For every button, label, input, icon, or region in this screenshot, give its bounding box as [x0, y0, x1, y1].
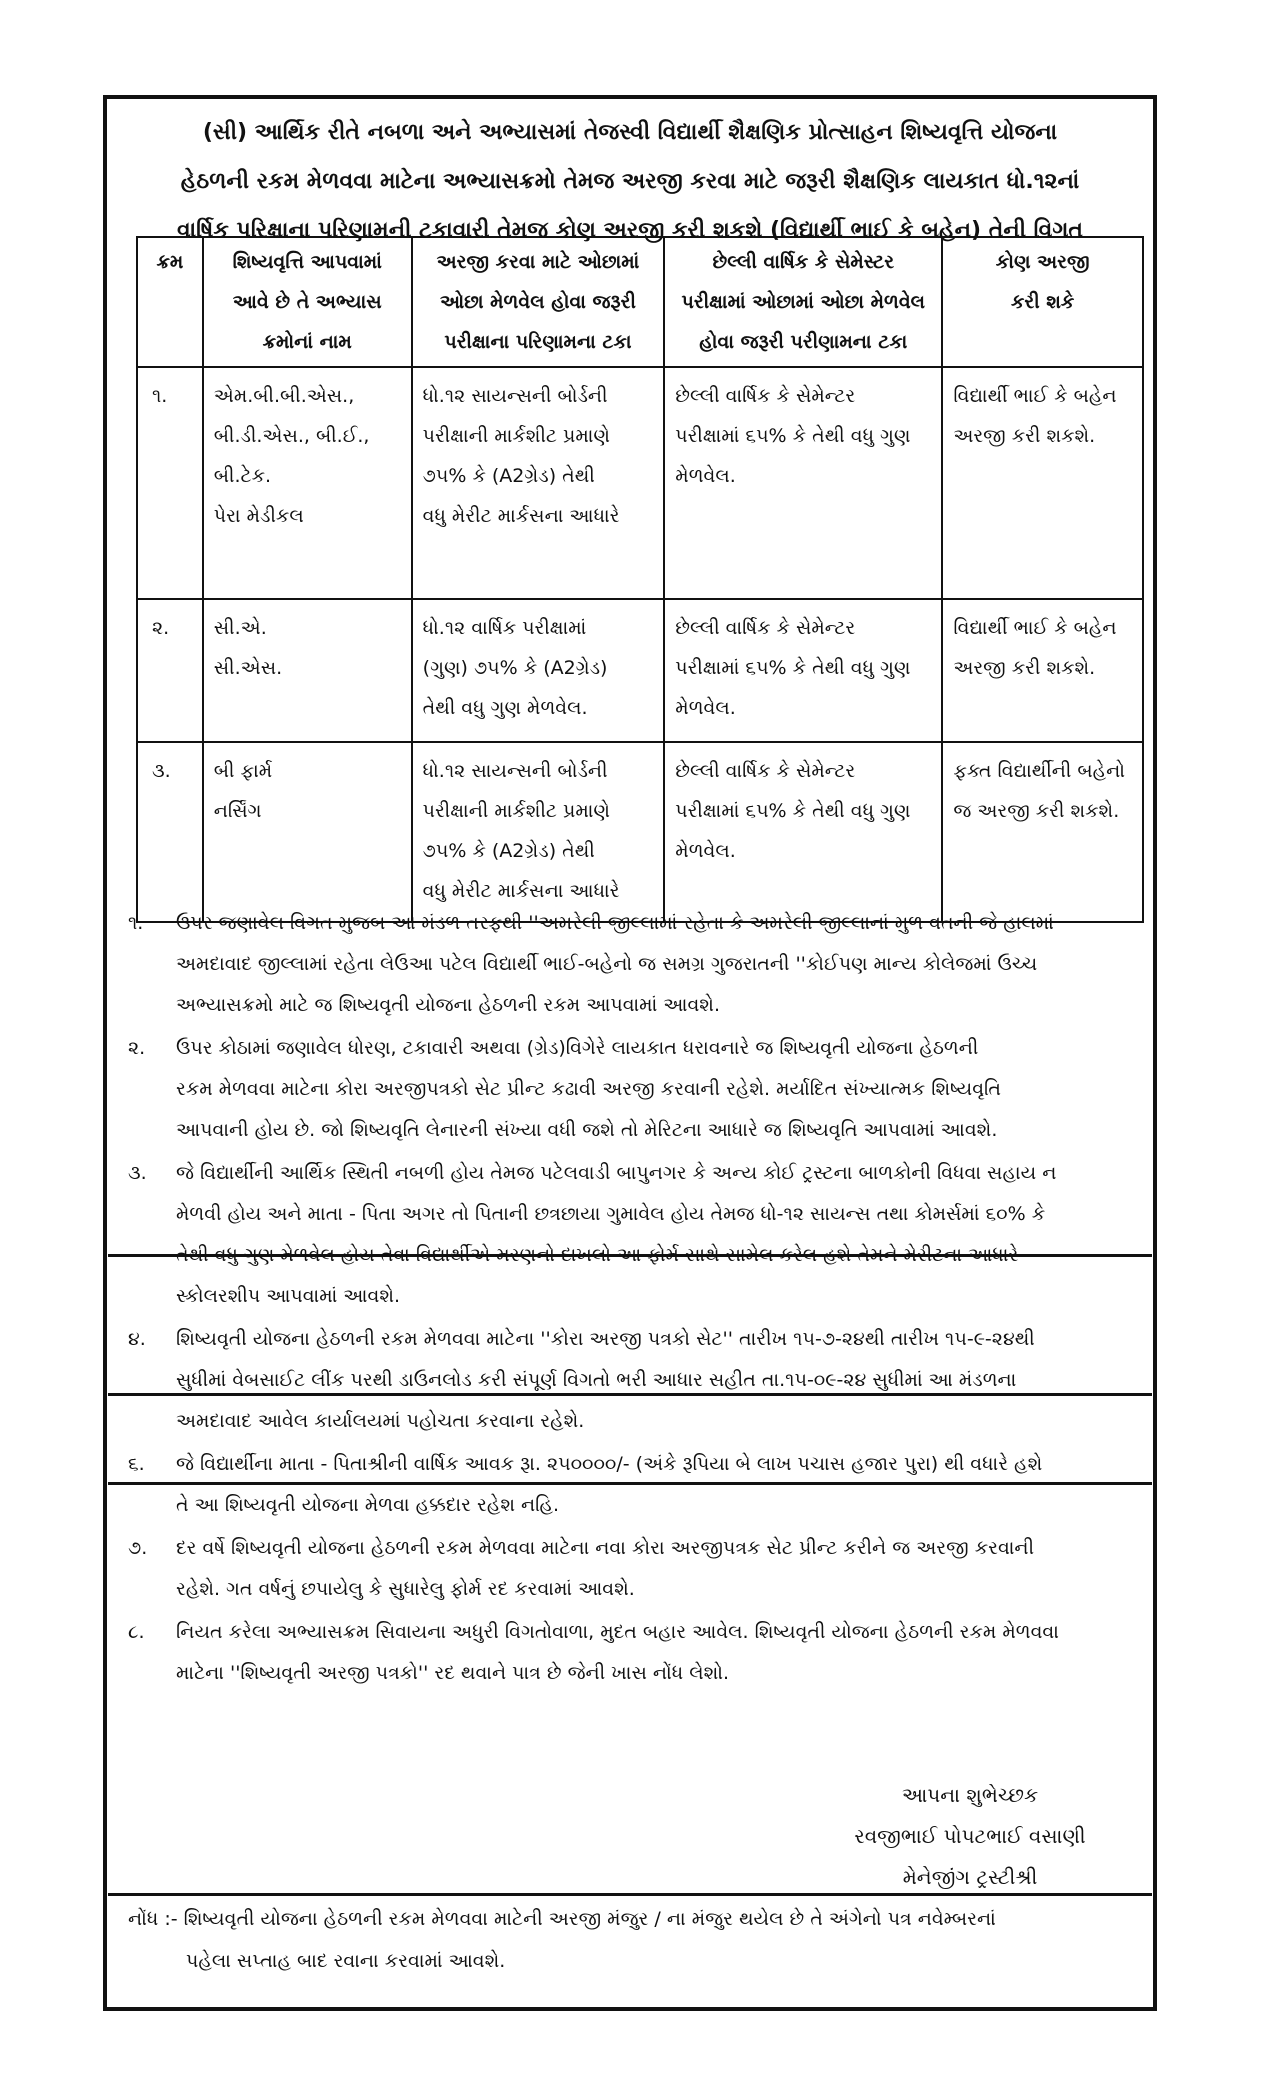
list-item: ૮. નિયત કરેલા અભ્યાસક્રમ સિવાયના અધુરી વિગતોવાળા, મુદત બહાર આવેલ. શિષ્યવૃતી યોજના હેઠળની રકમ મેળવવા માટેના ''શિષ્યવૃતી અરજી પત્રકો'' રદ થવાને પાત્ર છે જેની ખાસ નોંધ લેશો.: [128, 1612, 1138, 1694]
note-number: ૩.: [128, 1162, 147, 1184]
row-who: વિદ્યાર્થી ભાઈ કે બહેન અરજી કરી શકશે.: [942, 599, 1143, 742]
notes-list: [128, 903, 1138, 1696]
footer-line: પહેલા સપ્તાહ બાદ રવાના કરવામાં આવશે.: [186, 1950, 506, 1972]
header-last-exam: છેલ્લી વાર્ષિક કે સેમેસ્ટર પરીક્ષામાં ઓછામાં ઓછા મેળવેલ હોવા જરૂરી પરીણામના ટકા: [664, 237, 942, 367]
header-min-percent: અરજી કરવા માટે ઓછામાં ઓછા મેળવેલ હોવા જરૂરી પરીક્ષાના પરિણામના ટકા: [412, 237, 665, 367]
list-item: ૬. જે વિદ્યાર્થીના માતા - પિતાશ્રીની વાર્ષિક આવક રૂા. ૨૫૦૦૦૦/- (અંકે રૂપિયા બે લાખ પચાસ હજાર પુરા) થી વધારે હશે તે આ શિષ્યવૃતી યોજના મેળવા હક્કદાર રહેશ નહિ.: [128, 1444, 1138, 1526]
header-who-can-apply: કોણ અરજી કરી શકે: [942, 237, 1143, 367]
footer-line: નોંધ :- શિષ્યવૃતી યોજના હેઠળની રકમ મેળવવા માટેની અરજી મંજુર / ના મંજુર થયેલ છે તે અંગેનો પત્ર નવેમ્બરનાં: [128, 1908, 996, 1930]
table-row: [137, 742, 1143, 922]
row-last-exam: છેલ્લી વાર્ષિક કે સેમેન્ટર પરીક્ષામાં ૬૫% કે તેથી વધુ ગુણ મેળવેલ.: [664, 599, 942, 742]
list-item: ૨. ઉપર કોઠામાં જણાવેલ ધોરણ, ટકાવારી અથવા (ગ્રેડ)વિગેરે લાયકાત ધરાવનારે જ શિષ્યવૃતી યોજના હેઠળની રકમ મેળવવા માટેના કોરા અરજીપત્રકો સેટ પ્રીન્ટ કઢાવી અરજી કરવાની રહેશે. મર્યાદિત સંખ્યાત્મક શિષ્યવૃતિ આપવાની હોય છે. જો શિષ્યવૃતિ લેનારની સંખ્યા વધી જશે તો મેરિટના આધારે જ શિષ્યવૃતિ આપવામાં આવશે.: [128, 1028, 1138, 1151]
header-courses: શિષ્યવૃત્તિ આપવામાં આવે છે તે અભ્યાસ ક્રમોનાં નામ: [203, 237, 412, 367]
signature-greeting: આપના શુભેચ્છક: [901, 1783, 1039, 1807]
row-courses: બી ફાર્મ નર્સિંગ: [203, 742, 412, 922]
signature-title: મેનેજીંગ ટ્રસ્ટીશ્રી: [902, 1865, 1038, 1889]
row-last-exam: છેલ્લી વાર્ષિક કે સેમેન્ટર પરીક્ષામાં ૬૫% કે તેથી વધુ ગુણ મેળવેલ.: [664, 367, 942, 599]
note-number: ૨.: [128, 1037, 146, 1059]
divider: [108, 1393, 1152, 1396]
list-item: ૪. શિષ્યવૃતી યોજના હેઠળની રકમ મેળવવા માટેના ''કોરા અરજી પત્રકો સેટ'' તારીખ ૧૫-૭-૨૪થી તારીખ ૧૫-૯-૨૪થી સુધીમાં વેબસાઈટ લીંક પરથી ડાઉનલોડ કરી સંપૂર્ણ વિગતો ભરી આધાર સહીત તા.૧૫-૦૯-૨૪ સુધીમાં આ મંડળના અમદાવાદ આવેલ કાર્યાલયમાં પહોચતા કરવાના રહેશે.: [128, 1319, 1138, 1442]
table-header-row: [137, 237, 1143, 367]
list-item: ૧. ઉપર જણાવેલ વિગત મુજબ આ મંડળ તરફથી ''અમરેલી જીલ્લામાં રહેતા કે અમરેલી જીલ્લાનાં મુળ વતની જે હાલમાં અમદાવાદ જીલ્લામાં રહેતા લેઉઆ પટેલ વિદ્યાર્થી ભાઈ-બહેનો જ સમગ્ર ગુજરાતની ''કોઈપણ માન્ય કોલેજમાં ઉચ્ચ અભ્યાસક્રમો માટે જ શિષ્યવૃતી યોજના હેઠળની રકમ આપવામાં આવશે.: [128, 903, 1138, 1026]
note-number: ૮.: [128, 1621, 145, 1643]
note-number: ૭.: [128, 1537, 148, 1559]
signature-block: [820, 1775, 1120, 1898]
row-min-percent: ધો.૧૨ વાર્ષિક પરીક્ષામાં (ગુણ) ૭૫% કે (A2ગ્રેડ) તેથી વધુ ગુણ મેળવેલ.: [412, 599, 665, 742]
divider: [108, 1893, 1152, 1896]
list-item: ૩. જે વિદ્યાર્થીની આર્થિક સ્થિતી નબળી હોય તેમજ પટેલવાડી બાપુનગર કે અન્ય કોઈ ટ્રસ્ટના બાળકોની વિધવા સહાય ન મેળવી હોય અને માતા - પિતા અગર તો પિતાની છત્રછાયા ગુમાવેલ હોય તેમજ ધો-૧૨ સાયન્સ તથા કોમર્સમાં ૬૦% કે તેથી વધુ ગુણ મેળવેલ હોય તેવા વિદ્યાર્થીએ મરણનો દાખલો આ ફોર્મ સાથે સામેલ કરેલ હશે તેમને મેરીટના આધારે સ્કોલરશીપ આપવામાં આવશે.: [128, 1153, 1138, 1317]
table-row: [137, 367, 1143, 599]
row-who: વિદ્યાર્થી ભાઈ કે બહેન અરજી કરી શકશે.: [942, 367, 1143, 599]
header-serial: ક્રમ: [137, 237, 203, 367]
row-serial: ૧.: [137, 367, 203, 599]
divider: [108, 1254, 1152, 1257]
scholarship-table: [136, 236, 1144, 923]
heading-line: હેઠળની રકમ મેળવવા માટેના અભ્યાસક્રમો તેમજ અરજી કરવા માટે જરૂરી શૈક્ષણિક લાયકાત ધો.૧૨નાં: [180, 169, 1080, 194]
row-courses: સી.એ. સી.એસ.: [203, 599, 412, 742]
table-row: [137, 599, 1143, 742]
list-item: ૭. દર વર્ષે શિષ્યવૃતી યોજના હેઠળની રકમ મેળવવા માટેના નવા કોરા અરજીપત્રક સેટ પ્રીન્ટ કરીને જ અરજી કરવાની રહેશે. ગત વર્ષનું છપાયેલુ કે સુધારેલુ ફોર્મ રદ કરવામાં આવશે.: [128, 1528, 1138, 1610]
signature-name: રવજીભાઈ પોપટભાઈ વસાણી: [854, 1824, 1086, 1848]
row-serial: ૩.: [137, 742, 203, 922]
row-who: ફક્ત વિદ્યાર્થીની બહેનો જ અરજી કરી શકશે.: [942, 742, 1143, 922]
note-number: ૧.: [128, 912, 144, 934]
heading-line: વાર્ષિક પરિક્ષાના પરિણામની ટકાવારી તેમજ કોણ અરજી કરી શકશે (વિદ્યાર્થી ભાઈ કે બહેન) તેની વિગત: [176, 218, 1083, 243]
row-min-percent: ધો.૧૨ સાયન્સની બોર્ડની પરીક્ષાની માર્કશીટ પ્રમાણે ૭૫% કે (A2ગ્રેડ) તેથી વધુ મેરીટ માર્કસના આધારે: [412, 367, 665, 599]
note-number: ૬.: [128, 1453, 145, 1475]
row-courses: એમ.બી.બી.એસ., બી.ડી.એસ., બી.ઈ., બી.ટેક. પેરા મેડીકલ: [203, 367, 412, 599]
row-min-percent: ધો.૧૨ સાયન્સની બોર્ડની પરીક્ષાની માર્કશીટ પ્રમાણે ૭૫% કે (A2ગ્રેડ) તેથી વધુ મેરીટ માર્કસના આધારે: [412, 742, 665, 922]
row-last-exam: છેલ્લી વાર્ષિક કે સેમેન્ટર પરીક્ષામાં ૬૫% કે તેથી વધુ ગુણ મેળવેલ.: [664, 742, 942, 922]
document-heading: [125, 108, 1135, 255]
heading-line: (સી) આર્થિક રીતે નબળા અને અભ્યાસમાં તેજસ્વી વિદ્યાર્થી શૈક્ષણિક પ્રોત્સાહન શિષ્યવૃત્તિ યોજના: [202, 120, 1058, 145]
note-number: ૪.: [128, 1328, 146, 1350]
row-serial: ૨.: [137, 599, 203, 742]
divider: [108, 1482, 1152, 1485]
footer-note: [128, 1898, 1138, 1982]
